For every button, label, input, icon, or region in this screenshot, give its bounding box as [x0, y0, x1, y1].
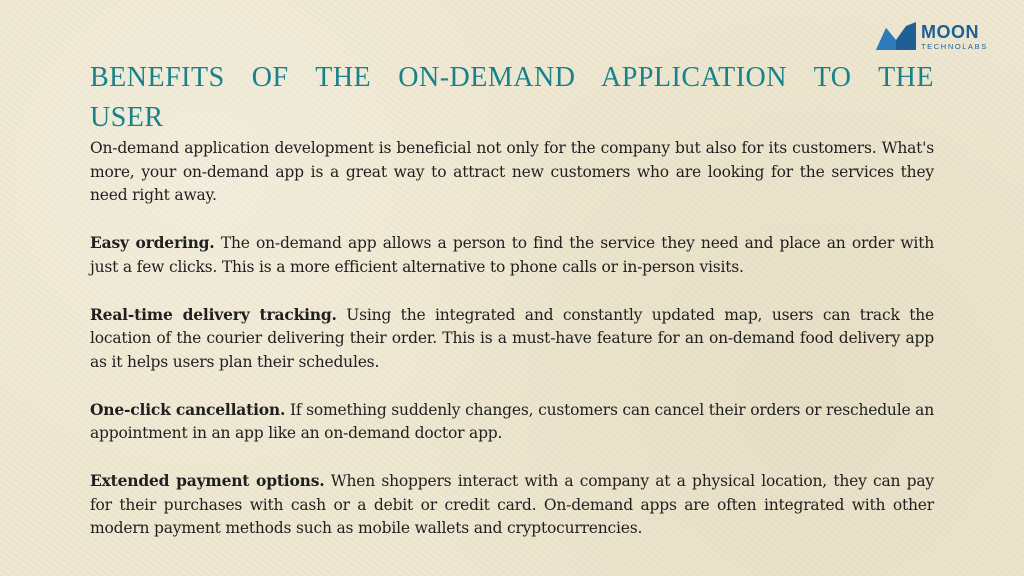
logo-name: MOON	[921, 22, 979, 43]
benefit-text: Using the integrated and constantly updated map, users can track the location of the courier delivering their order. This is a must-have feature for an on-demand food delivery app as it helps users plan their schedules.	[90, 305, 934, 371]
benefit-text: When shoppers interact with a company at a physical location, they can pay for their purchases with cash or a debit or credit card. On-demand apps are often integrated with other modern payment methods such as mobile wallets and cryptocurrencies.	[90, 472, 934, 537]
logo-subtitle: TECHNOLABS	[921, 42, 988, 52]
benefit-paragraph	[90, 398, 934, 446]
intro-paragraph: On-demand application development is beneficial not only for the company but also for its customers. What's more, your on-demand app is a great way to attract new customers who are looking for the services they need right away.	[90, 139, 934, 204]
benefit-paragraph	[90, 303, 934, 375]
benefit-heading: One-click cancellation.	[90, 399, 286, 419]
benefit-heading: Easy ordering.	[90, 233, 215, 252]
moon-logo-icon	[876, 22, 916, 52]
page-title: BENEFITS OF THE ON-DEMAND APPLICATION TO THE USER	[90, 62, 934, 133]
benefit-paragraph	[90, 231, 934, 279]
benefit-text: The on-demand app allows a person to find the service they need and place an order with just a few clicks. This is a more efficient alternative to phone calls or in-person visits.	[90, 234, 935, 276]
main-content	[90, 137, 934, 564]
benefit-heading: Extended payment options.	[90, 471, 325, 490]
benefit-text: If something suddenly changes, customers can cancel their orders or reschedule an appointment in an app like an on-demand doctor app.	[90, 400, 934, 442]
company-logo	[876, 22, 988, 52]
benefit-paragraph	[90, 469, 934, 541]
logo-text	[921, 23, 988, 51]
benefit-heading: Real-time delivery tracking.	[90, 304, 337, 324]
